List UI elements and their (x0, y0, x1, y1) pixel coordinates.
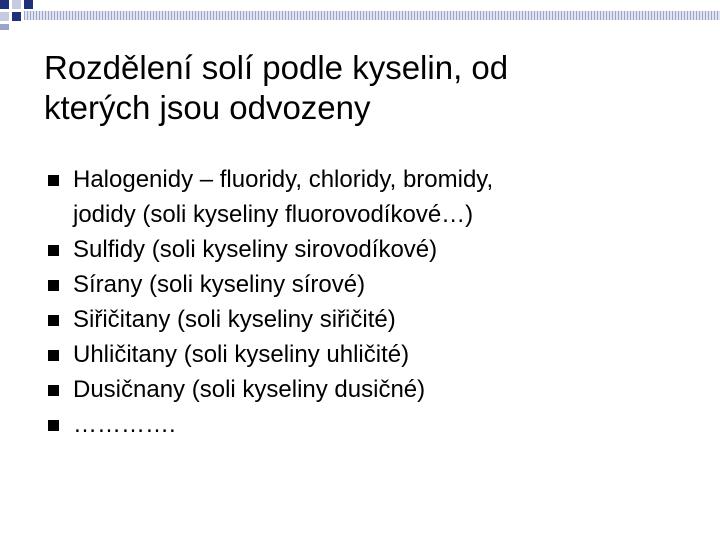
decor-stripe-bar (24, 11, 720, 20)
list-item-text (73, 407, 708, 442)
decor-square (0, 24, 9, 30)
square-bullet-icon (48, 175, 59, 186)
square-bullet-icon (48, 420, 59, 431)
bullet-list (48, 162, 708, 442)
list-item (48, 232, 708, 267)
list-item-line: Halogenidy – fluoridy, chloridy, bromidy, (73, 166, 494, 193)
list-item-text (73, 162, 708, 232)
list-item-text (73, 267, 708, 302)
square-bullet-icon (48, 350, 59, 361)
list-item-line: …………. (73, 411, 176, 438)
list-item-line: Dusičnany (soli kyseliny dusičné) (73, 376, 426, 403)
header-decoration (0, 0, 720, 30)
list-item-text (73, 302, 708, 337)
list-item (48, 302, 708, 337)
list-item (48, 372, 708, 407)
list-item (48, 162, 708, 232)
square-bullet-icon (48, 280, 59, 291)
list-item-line: Sulfidy (soli kyseliny sirovodíkové) (73, 236, 438, 263)
slide-title-line: Rozdělení solí podle kyselin, od (44, 49, 509, 86)
square-bullet-icon (48, 385, 59, 396)
decor-square (0, 12, 9, 21)
list-item-line: jodidy (soli kyseliny fluorovodíkové…) (73, 201, 474, 228)
decor-square (0, 0, 9, 9)
list-item (48, 337, 708, 372)
list-item-text (73, 232, 708, 267)
list-item-line: Sírany (soli kyseliny sírové) (73, 271, 366, 298)
square-bullet-icon (48, 245, 59, 256)
list-item (48, 267, 708, 302)
decor-square (24, 0, 33, 9)
list-item-line: Uhličitany (soli kyseliny uhličité) (73, 341, 410, 368)
slide-title (44, 48, 684, 128)
list-item-text (73, 372, 708, 407)
square-bullet-icon (48, 315, 59, 326)
slide-title-line: kterých jsou odvozeny (44, 89, 371, 126)
list-item (48, 407, 708, 442)
decor-square (12, 12, 21, 21)
list-item-text (73, 337, 708, 372)
list-item-line: Siřičitany (soli kyseliny siřičité) (73, 306, 396, 333)
decor-square (12, 0, 21, 9)
